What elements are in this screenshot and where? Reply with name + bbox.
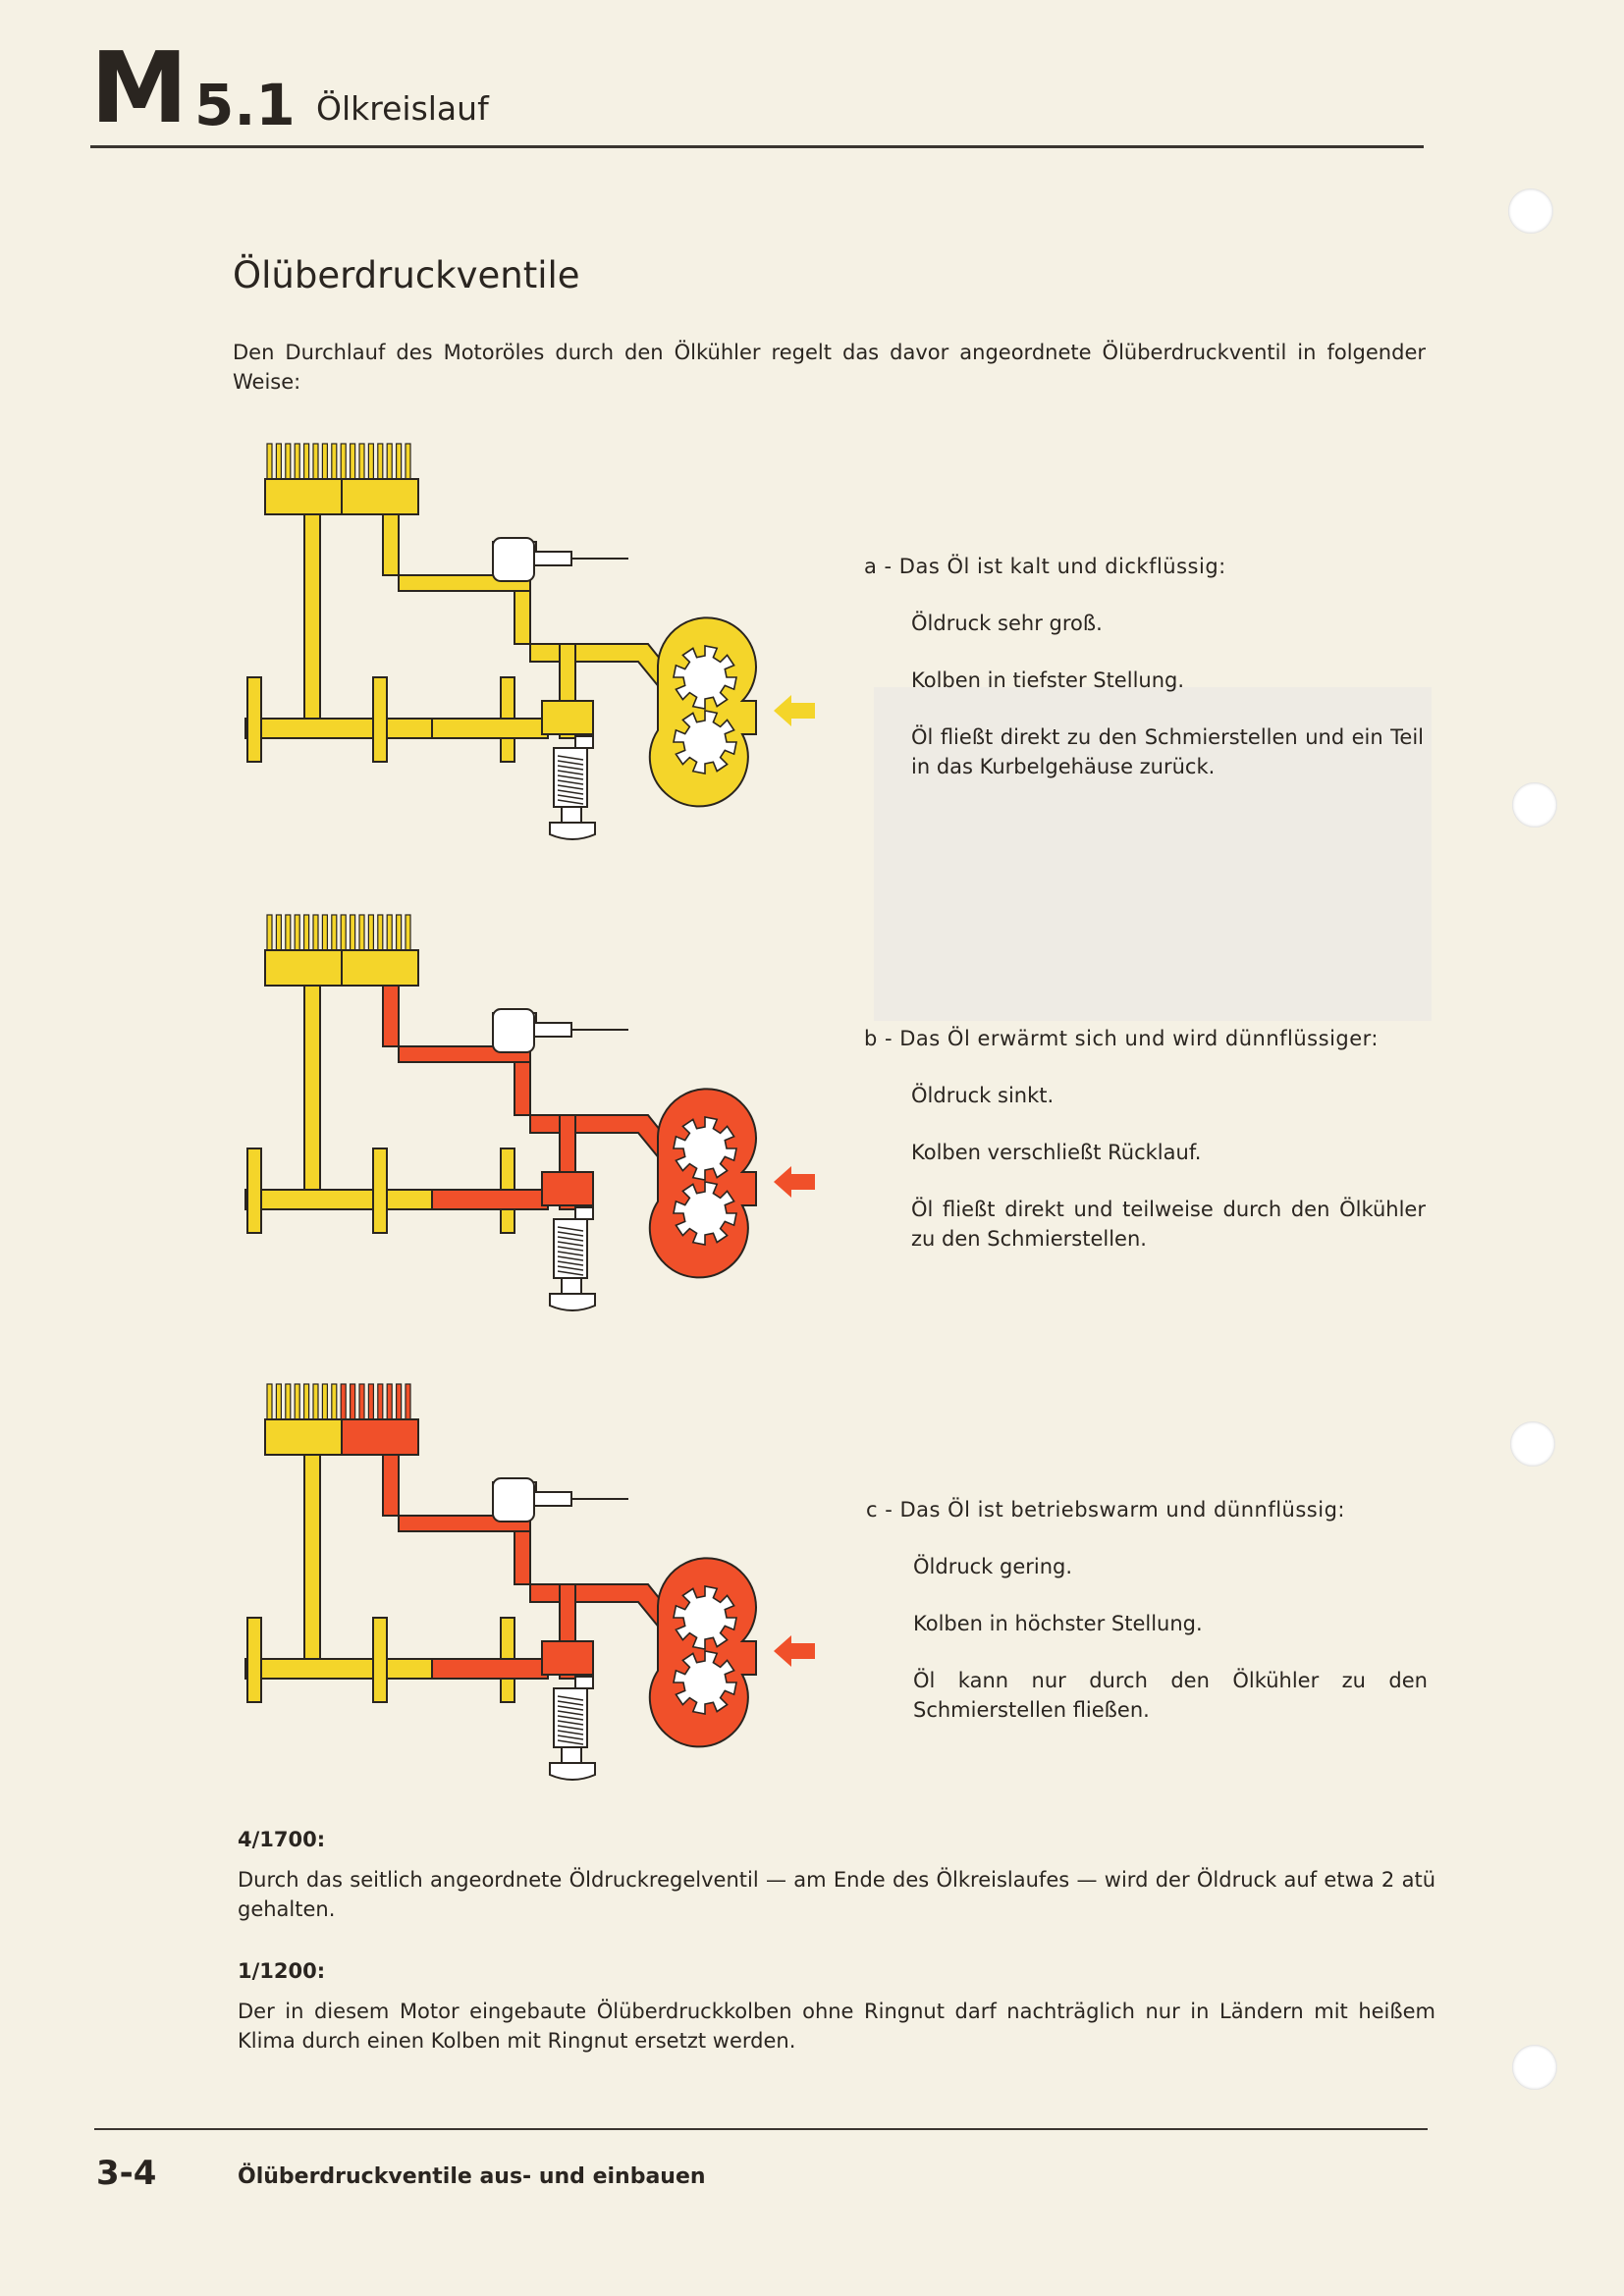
pump-gear-lower bbox=[674, 711, 736, 774]
chapter-number: 5.1 bbox=[194, 72, 296, 138]
valve-plug bbox=[550, 1763, 595, 1780]
state-line: Kolben in höchster Stellung. bbox=[913, 1612, 1203, 1635]
footer-reference: Ölüberdruckventile aus- und einbauen bbox=[238, 2164, 706, 2189]
header-rule bbox=[90, 145, 1424, 148]
return-line bbox=[304, 1455, 320, 1667]
valve-plug-stem bbox=[562, 1278, 581, 1294]
cooler-left bbox=[265, 950, 342, 986]
state-label: b - Das Öl erwärmt sich und wird dünnflüssiger: bbox=[864, 1027, 1379, 1050]
main-gallery bbox=[245, 1659, 461, 1679]
note-text: Der in diesem Motor eingebaute Ölüberdruckkolben ohne Ringnut darf nachträglich nur in Ländern mit heißem Klima durch einen Kolben mit Ringnut ersetzt werden. bbox=[238, 2000, 1435, 2053]
cooler-right bbox=[342, 479, 418, 514]
flow-arrow bbox=[774, 1166, 815, 1198]
return-line bbox=[304, 514, 320, 726]
gallery-branch bbox=[373, 1148, 387, 1233]
sender-body bbox=[493, 1009, 534, 1052]
main-gallery bbox=[245, 719, 461, 738]
valve-plug-stem bbox=[562, 807, 581, 823]
sender-stem bbox=[534, 552, 571, 565]
punch-hole bbox=[1508, 188, 1553, 234]
state-c bbox=[866, 1495, 1428, 1725]
cooler-left bbox=[265, 479, 342, 514]
valve-plug-stem bbox=[562, 1747, 581, 1763]
state-line: Öl fließt direkt zu den Schmierstellen und ein Teil in das Kurbelgehäuse zurück. bbox=[911, 725, 1424, 778]
state-b bbox=[864, 1024, 1426, 1254]
chapter-title: Ölkreislauf bbox=[316, 89, 489, 128]
valve-plug bbox=[550, 1294, 595, 1310]
gallery-feed bbox=[432, 1190, 548, 1209]
pump-gear-upper bbox=[674, 1586, 736, 1649]
sender-stem bbox=[534, 1492, 571, 1506]
gallery-branch bbox=[373, 677, 387, 762]
intro-text: Den Durchlauf des Motoröles durch den Ölkühler regelt das davor angeordnete Ölüberdruckventil in folgender Weise: bbox=[233, 341, 1426, 394]
gallery-feed bbox=[432, 1659, 548, 1679]
piston-head bbox=[542, 1172, 593, 1205]
valve-port bbox=[575, 1677, 593, 1688]
note-heading: 1/1200: bbox=[238, 1959, 326, 1983]
gallery-branch bbox=[373, 1618, 387, 1702]
pump-gear-upper bbox=[674, 1117, 736, 1180]
oil-valve-diagram-b bbox=[236, 903, 844, 1364]
sender-body bbox=[493, 1478, 534, 1522]
gallery-branch bbox=[247, 1618, 261, 1702]
pump-housing bbox=[650, 617, 756, 806]
sender-body bbox=[493, 538, 534, 581]
return-line bbox=[304, 986, 320, 1198]
note-text: Durch das seitlich angeordnete Öldruckregelventil — am Ende des Ölkreislaufes — wird der Öldruck auf etwa 2 atü gehalten. bbox=[238, 1868, 1435, 1921]
section-title: Ölüberdruckventile bbox=[233, 254, 580, 296]
pump-gear-upper bbox=[674, 646, 736, 709]
state-line: Öldruck sehr groß. bbox=[911, 612, 1103, 635]
cooler-right bbox=[342, 1419, 418, 1455]
gallery-branch bbox=[247, 677, 261, 762]
sender-stem bbox=[534, 1023, 571, 1037]
pump-housing bbox=[650, 1089, 756, 1277]
valve-port bbox=[575, 736, 593, 748]
pump-gear-lower bbox=[674, 1651, 736, 1714]
oil-valve-diagram-c bbox=[236, 1372, 844, 1834]
state-line: Öldruck sinkt. bbox=[911, 1084, 1055, 1107]
state-line: Öldruck gering. bbox=[913, 1555, 1073, 1578]
piston-head bbox=[542, 1641, 593, 1675]
cooler-left bbox=[265, 1419, 342, 1455]
valve-plug bbox=[550, 823, 595, 839]
main-gallery bbox=[245, 1190, 461, 1209]
chapter-letter: M bbox=[90, 30, 187, 145]
state-line: Öl fließt direkt und teilweise durch den Ölkühler zu den Schmierstellen. bbox=[911, 1198, 1426, 1251]
state-label: c - Das Öl ist betriebswarm und dünnflüssig: bbox=[866, 1498, 1345, 1522]
note-heading: 4/1700: bbox=[238, 1828, 326, 1851]
flow-arrow bbox=[774, 695, 815, 726]
flow-arrow bbox=[774, 1635, 815, 1667]
punch-hole bbox=[1512, 2045, 1557, 2090]
state-line: Kolben verschließt Rücklauf. bbox=[911, 1141, 1202, 1164]
pump-housing bbox=[650, 1558, 756, 1746]
gallery-feed bbox=[432, 719, 548, 738]
piston-head bbox=[542, 701, 593, 734]
gallery-branch bbox=[247, 1148, 261, 1233]
state-line: Kolben in tiefster Stellung. bbox=[911, 668, 1185, 692]
pump-gear-lower bbox=[674, 1182, 736, 1245]
state-a bbox=[864, 552, 1424, 781]
state-line: Öl kann nur durch den Ölkühler zu den Schmierstellen fließen. bbox=[913, 1669, 1428, 1722]
valve-port bbox=[575, 1207, 593, 1219]
oil-valve-diagram-a bbox=[236, 432, 844, 893]
footer-rule bbox=[94, 2128, 1428, 2130]
cooler-right bbox=[342, 950, 418, 986]
state-label: a - Das Öl ist kalt und dickflüssig: bbox=[864, 555, 1226, 578]
punch-hole bbox=[1510, 1421, 1555, 1467]
punch-hole bbox=[1512, 782, 1557, 828]
page-number: 3-4 bbox=[96, 2154, 157, 2193]
